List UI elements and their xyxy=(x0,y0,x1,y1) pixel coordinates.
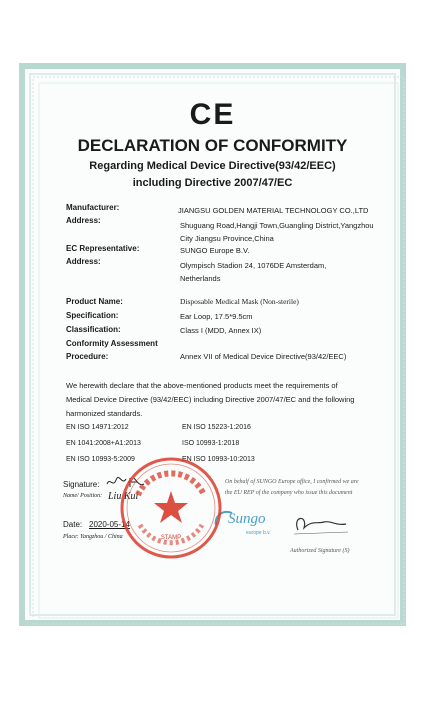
standard-right-1: EN ISO 15223-1:2016 xyxy=(182,424,251,431)
product-value: Disposable Medical Mask (Non-sterile) xyxy=(180,297,299,306)
procedure-label: Procedure: xyxy=(66,352,109,361)
declaration-line-1: We herewith declare that the above-mentioned products meet the requirements of xyxy=(66,381,338,390)
conformity-assessment-label: Conformity Assessment xyxy=(66,339,158,348)
eu-rep-statement-2: the EU REP of the company who issue this document xyxy=(225,490,353,496)
standard-right-3: EN ISO 10993-10:2013 xyxy=(182,456,255,463)
declaration-line-3: harmonized standards. xyxy=(66,409,143,418)
date-value: 2020-05-14 xyxy=(89,520,130,529)
manufacturer-value: JIANGSU GOLDEN MATERIAL TECHNOLOGY CO.,LTD xyxy=(178,206,369,215)
standard-right-2: ISO 10993-1:2018 xyxy=(182,440,240,447)
standard-left-3: EN ISO 10993-5:2009 xyxy=(66,456,135,463)
name-position-label: Name/ Position: xyxy=(63,493,103,499)
authorized-signature-label: Authorized Signature (S) xyxy=(290,548,350,554)
declaration-line-2: Medical Device Directive (93/42/EEC) including Directive 2007/47/EC and the following xyxy=(66,395,355,404)
classification-value: Class I (MDD, Annex IX) xyxy=(180,326,262,335)
specification-label: Specification: xyxy=(66,311,119,320)
sungo-logo-text: Sungo xyxy=(228,511,266,527)
ec-address-value-2: Netherlands xyxy=(180,274,221,283)
place-label: Place: Yangzhou / China xyxy=(63,534,123,540)
ec-rep-label: EC Representative: xyxy=(66,244,140,253)
stamp-center-label: STAMP xyxy=(160,535,182,541)
classification-label: Classification: xyxy=(66,325,121,334)
sungo-logo-tagline: europe b.v. xyxy=(246,530,271,536)
signature-label: Signature: xyxy=(63,480,100,489)
name-handwritten: Liu Kui xyxy=(108,491,139,502)
ce-mark: CE xyxy=(189,98,236,131)
address-value-2: City Jiangsu Province,China xyxy=(180,234,274,243)
ec-rep-value: SUNGO Europe B.V. xyxy=(180,246,250,255)
specification-value: Ear Loop, 17.5*9.5cm xyxy=(180,312,253,321)
handwritten-signature-right xyxy=(290,510,352,540)
address-label: Address: xyxy=(66,216,101,225)
company-seal-stamp xyxy=(118,455,224,561)
date-label: Date: xyxy=(63,520,83,529)
product-label: Product Name: xyxy=(66,297,123,306)
subtitle-directive: Regarding Medical Device Directive(93/42/EEC) xyxy=(89,160,336,172)
manufacturer-label: Manufacturer: xyxy=(66,203,120,212)
ec-address-value-1: Olympisch Stadion 24, 1076DE Amsterdam, xyxy=(180,261,327,270)
subtitle-including: including Directive 2007/47/EC xyxy=(132,177,293,189)
address-value-1: Shuguang Road,Hangji Town,Guangling District,Yangzhou xyxy=(180,221,374,230)
eu-rep-statement-1: On behalf of SUNGO Europe office, I confirmed we are xyxy=(225,479,359,485)
standard-left-2: EN 1041:2008+A1:2013 xyxy=(66,440,141,447)
ec-address-label: Address: xyxy=(66,257,101,266)
page-title: DECLARATION OF CONFORMITY xyxy=(77,136,348,155)
procedure-value: Annex VII of Medical Device Directive(93/42/EEC) xyxy=(180,352,347,361)
standard-left-1: EN ISO 14971:2012 xyxy=(66,424,129,431)
